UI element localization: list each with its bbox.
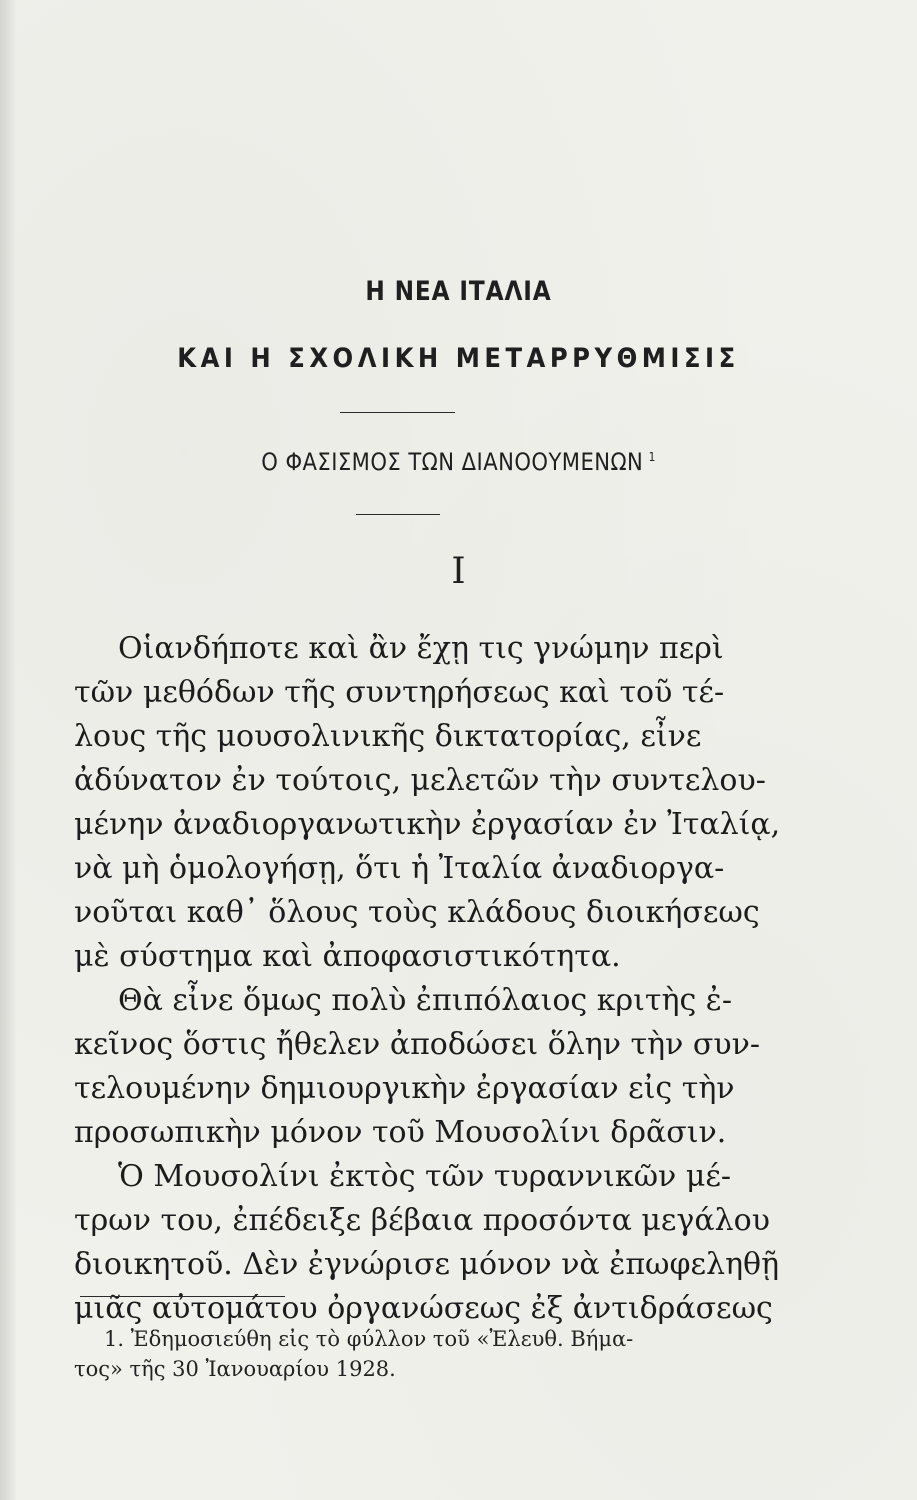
body-line: νὰ μὴ ὁμολογήσῃ, ὅτι ἡ Ἰταλία ἀναδιοργα- <box>74 851 725 886</box>
body-line: τελουμένην δημιουργικὴν ἐργασίαν εἰς τὴν <box>74 1071 735 1106</box>
title-divider <box>340 412 455 413</box>
body-line: νοῦται καθ᾽ ὅλους τοὺς κλάδους διοικήσεως <box>74 895 760 930</box>
subtitle-divider <box>356 514 440 515</box>
footnote-line: τος» τῆς 30 Ἰανουαρίου 1928. <box>74 1357 396 1381</box>
body-line: Οἱανδήποτε καὶ ἂν ἔχῃ τις γνώμην περὶ <box>118 631 724 666</box>
body-line: Θὰ εἶνε ὅμως πολὺ ἐπιπόλαιος κριτὴς ἐ- <box>118 983 733 1018</box>
body-line: τρων του, ἐπέδειξε βέβαια προσόντα μεγάλου <box>74 1203 770 1238</box>
body-line: ἀδύνατον ἐν τούτοις, μελετῶν τὴν συντελου- <box>74 763 766 798</box>
page-binding-shadow <box>0 0 16 1500</box>
footnote-reference: 1 <box>648 450 656 464</box>
body-line: προσωπικὴν μόνον τοῦ Μουσολίνι δρᾶσιν. <box>74 1115 727 1150</box>
chapter-title-line-2: ΚΑΙ Η ΣΧΟΛΙΚΗ ΜΕΤΑΡΡΥΘΜΙΣΙΣ <box>177 343 740 374</box>
body-line: διοικητοῦ. Δὲν ἐγνώρισε μόνον νὰ ἐπωφεληθῇ <box>74 1247 780 1282</box>
chapter-title-line-1: Η ΝΕΑ ΙΤΑΛΙΑ <box>365 276 552 307</box>
body-line: λους τῆς μουσολινικῆς δικτατορίας, εἶνε <box>74 719 702 754</box>
body-line: Ὁ Μουσολίνι ἐκτὸς τῶν τυραννικῶν μέ- <box>118 1159 731 1194</box>
footnote-line: 1. Ἐδημοσιεύθη εἰς τὸ φύλλον τοῦ «Ἐλευθ. Βήμα- <box>104 1327 634 1351</box>
body-line: μένην ἀναδιοργανωτικὴν ἐργασίαν ἐν Ἰταλίᾳ, <box>74 807 781 842</box>
body-line: μὲ σύστημα καὶ ἀποφασιστικότητα. <box>74 939 621 974</box>
body-line: κεῖνος ὅστις ἤθελεν ἀποδώσει ὅλην τὴν συν- <box>74 1027 760 1062</box>
subtitle-text: Ο ΦΑΣΙΣΜΟΣ ΤΩΝ ΔΙΑΝΟΟΥΜΕΝΩΝ <box>261 448 644 476</box>
body-line: τῶν μεθόδων τῆς συντηρήσεως καὶ τοῦ τέ- <box>74 675 725 710</box>
section-number: I <box>451 551 466 592</box>
body-line: μιᾶς αὐτομάτου ὀργανώσεως ἐξ ἀντιδράσεως <box>74 1291 773 1326</box>
chapter-subtitle <box>55 448 862 476</box>
footnote-separator <box>80 1296 285 1297</box>
